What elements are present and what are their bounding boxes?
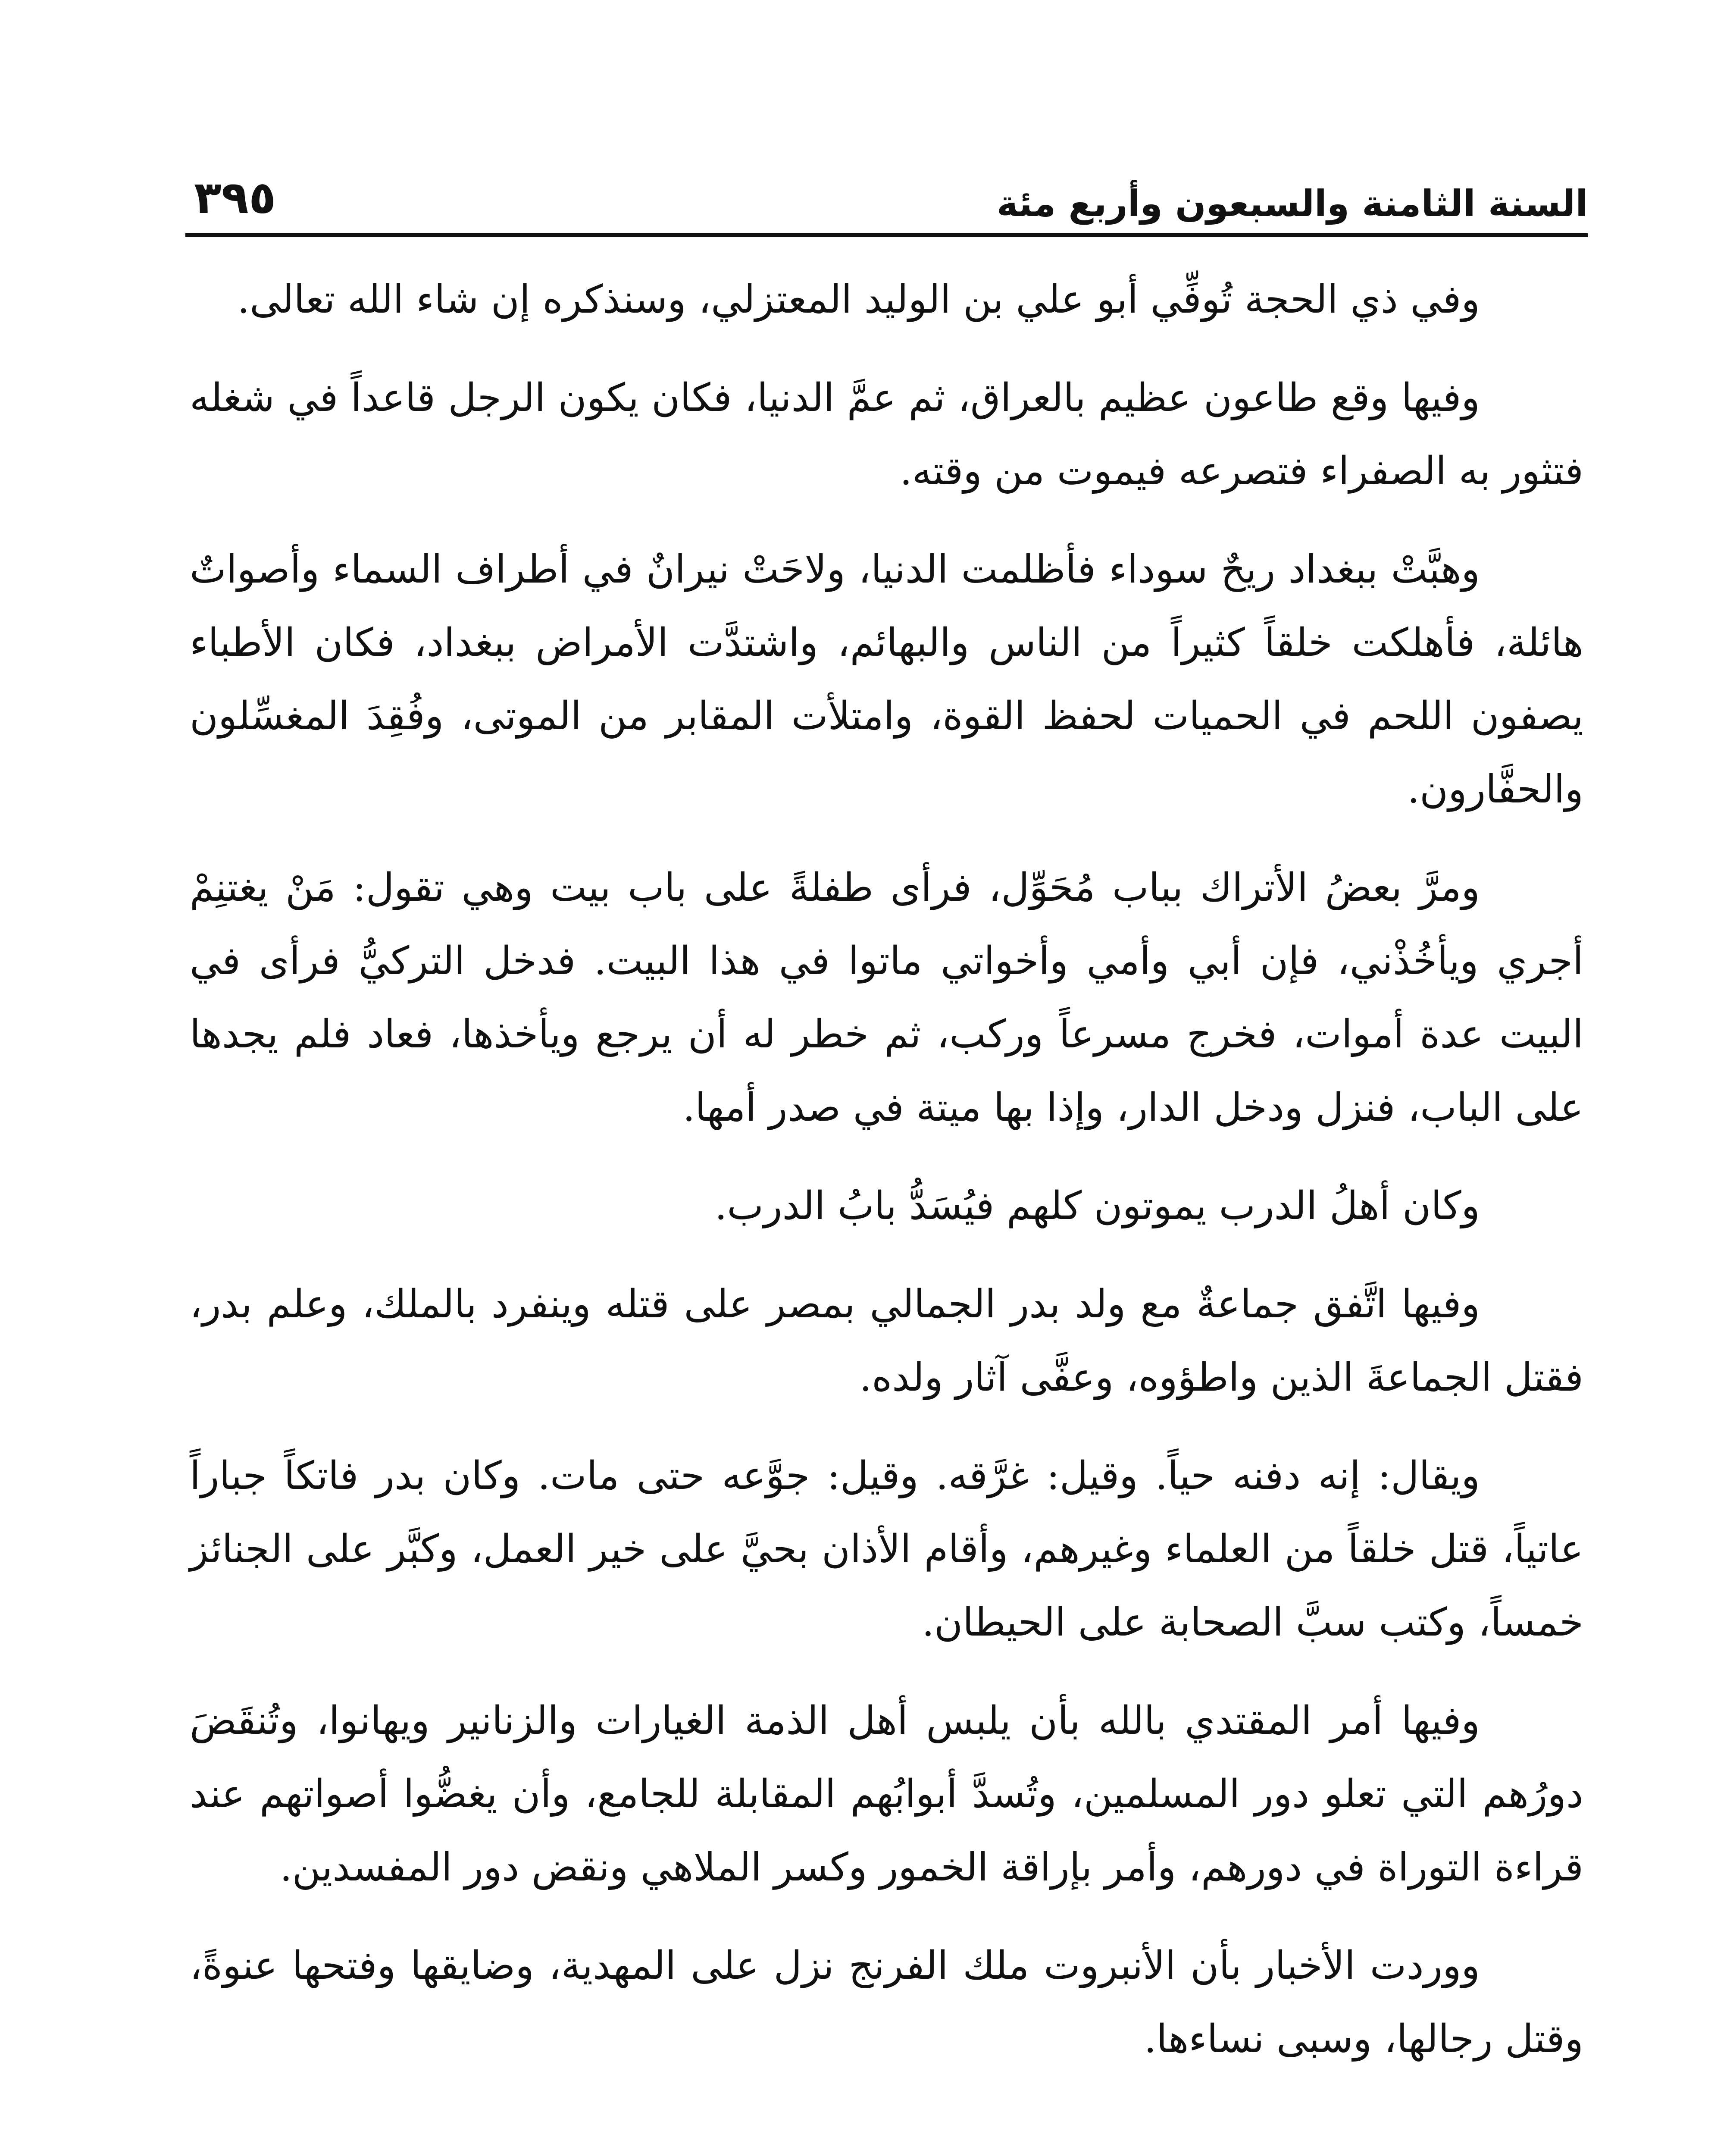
running-title: السنة الثامنة والسبعون وأربع مئة bbox=[996, 182, 1588, 225]
paragraph: وفيها اتَّفق جماعةٌ مع ولد بدر الجمالي بمصر على قتله وينفرد بالملك، وعلم بدر، فقتل الجماعةَ الذين واطؤوه، وعفَّى آثار ولده. bbox=[190, 1282, 1583, 1400]
page-number: ٣٩٥ bbox=[194, 171, 276, 224]
paragraph: ومرَّ بعضُ الأتراك بباب مُحَوِّل، فرأى طفلةً على باب بيت وهي تقول: مَنْ يغتنِمْ أجري ويأخُذْني، فإن أبي وأمي وأخواتي ماتوا في هذا البيت. فدخل التركيُّ فرأى في البيت عدة أموات، فخرج مسرعاً وركب، ثم خطر له أن يرجع ويأخذها، فعاد فلم يجدها على الباب، فنزل ودخل الدار، وإذا بها ميتة في صدر أمها. bbox=[190, 865, 1583, 1130]
paragraph: وهبَّتْ ببغداد ريحٌ سوداء فأظلمت الدنيا، ولاحَتْ نيرانٌ في أطراف السماء وأصواتٌ هائلة، فأهلكت خلقاً كثيراً من الناس والبهائم، واشتدَّت الأمراض ببغداد، فكان الأطباء يصفون اللحم في الحميات لحفظ القوة، وامتلأت المقابر من الموتى، وفُقِدَ المغسِّلون والحفَّارون. bbox=[190, 547, 1583, 812]
paragraph: وفي ذي الحجة تُوفِّي أبو علي بن الوليد المعتزلي، وسنذكره إن شاء الله تعالى. bbox=[237, 277, 1480, 322]
paragraph: ويقال: إنه دفنه حياً. وقيل: غرَّقه. وقيل: جوَّعه حتى مات. وكان بدر فاتكاً جباراً عاتياً، قتل خلقاً من العلماء وغيرهم، وأقام الأذان بحيَّ على خير العمل، وكبَّر على الجنائز خمساً، وكتب سبَّ الصحابة على الحيطان. bbox=[190, 1453, 1583, 1645]
header-rule bbox=[185, 233, 1588, 237]
paragraph: ووردت الأخبار بأن الأنبروت ملك الفرنج نزل على المهدية، وضايقها وفتحها عنوةً، وقتل رجالها، وسبى نساءها. bbox=[190, 1943, 1583, 2062]
page-header bbox=[185, 138, 1588, 237]
paragraph: وكان أهلُ الدرب يموتون كلهم فيُسَدُّ بابُ الدرب. bbox=[714, 1183, 1480, 1228]
paragraph: وفيها أمر المقتدي بالله بأن يلبس أهل الذمة الغيارات والزنانير ويهانوا، وتُنقَضَ دورُهم التي تعلو دور المسلمين، وتُسدَّ أبوابُهم المقابلة للجامع، وأن يغضُّوا أصواتهم عند قراءة التوراة في دورهم، وأمر بإراقة الخمور وكسر الملاهي ونقض دور المفسدين. bbox=[190, 1698, 1583, 1890]
body-text bbox=[190, 263, 1583, 2101]
paragraph: وفيها وقع طاعون عظيم بالعراق، ثم عمَّ الدنيا، فكان يكون الرجل قاعداً في شغله فتثور به الصفراء فتصرعه فيموت من وقته. bbox=[190, 375, 1583, 494]
